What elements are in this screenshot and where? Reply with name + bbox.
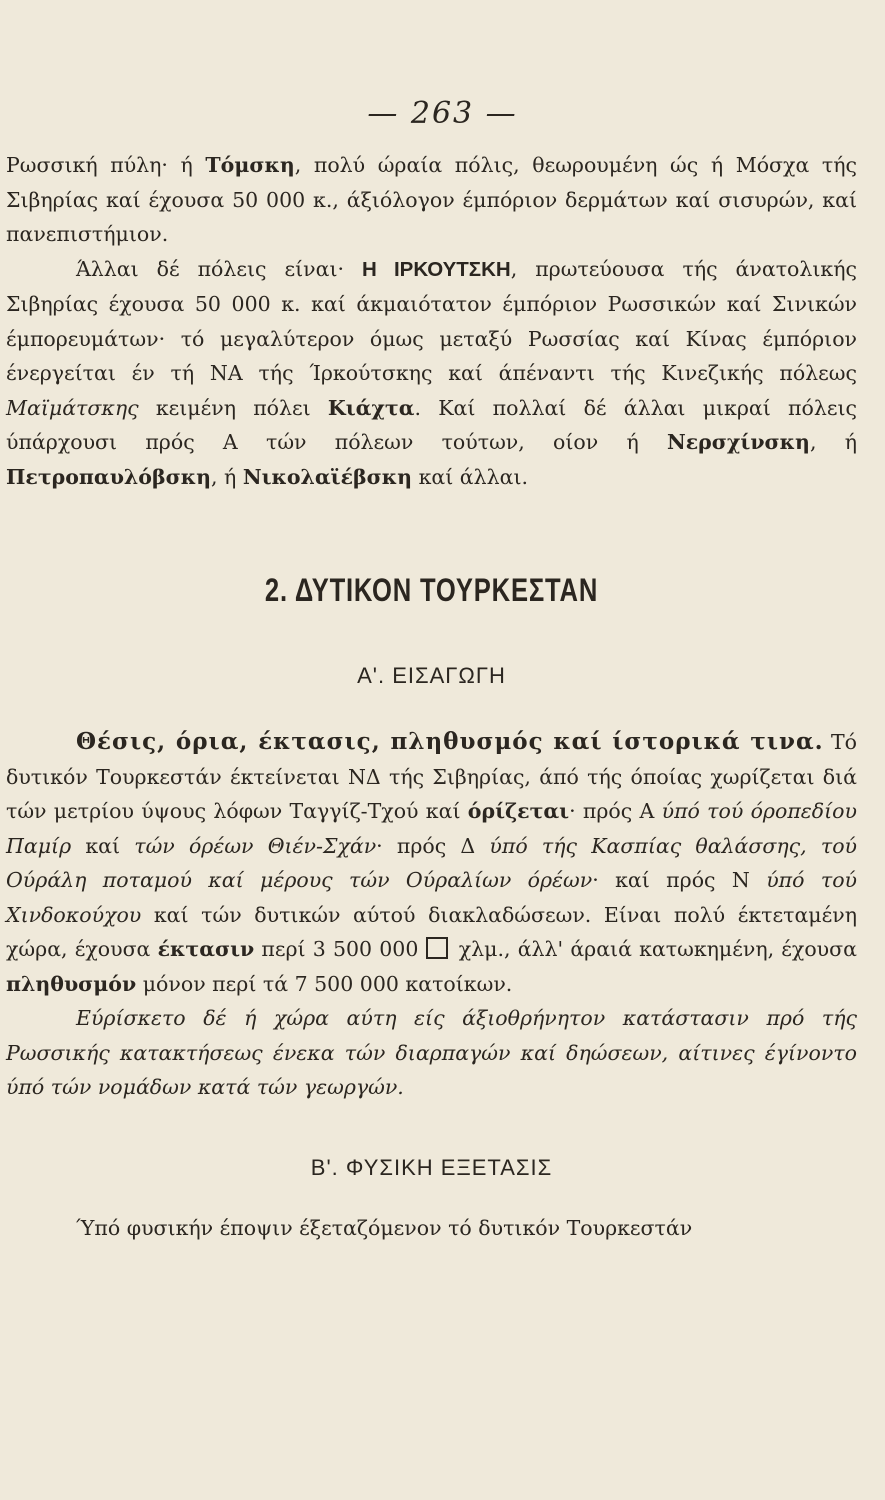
paragraph-tomsk: Ρωσσική πύλη· ή Τόμσκη, πολύ ώραία πόλις, θεωρουμένη ώς ή Μόσχα τής Σιβηρίας καί έχουσα 50 000 κ., άξιόλογον έμπόριον δερμάτων καί σισυρών, καί πανεπιστήμιον. [6, 153, 858, 246]
body-text-physical [6, 1211, 857, 1246]
place-kiachta: Κιάχτα [327, 395, 415, 420]
subsection-title-introduction: Α'. ΕΙΣΑΓΩΓΗ [357, 663, 506, 688]
paragraph-lead: Θέσις, όρια, έκτασις, πληθυσμός καί ίστορικά τινα. [76, 728, 824, 755]
body-text-turkestan [6, 725, 857, 1105]
subsection-title-physical: Β'. ΦΥΣΙΚΗ ΕΞΕΤΑΣΙΣ [310, 1154, 553, 1180]
square-km-box-icon [426, 937, 448, 959]
paragraph-physical: Ύπό φυσικήν έποψιν έξεταζόμενον τό δυτικόν Τουρκεστάν [76, 1215, 693, 1240]
place-nerchinsk: Νερσχίνσκη [666, 430, 810, 454]
place-petropavlovsk: Πετροπαυλόβσκη [6, 464, 211, 489]
paragraph-condition: Εύρίσκετο δέ ή χώρα αύτη είς άξιοθρήνητον κατάστασιν πρό τής Ρωσσικής κατακτήσεως ένεκα τών διαρπαγών καί δηώσεων, αίτινες έγίνοντο ύπό τών νομάδων κατά τών γεωργών. [6, 1006, 857, 1099]
paragraph-position: Θέσις, όρια, έκτασις, πληθυσμός καί ίστορικά τινα. Τό δυτικόν Τουρκεστάν έκτείνεται ΝΔ τής Σιβηρίας, άπό τής όποίας χωρίζεται διά τών μετρίου ύψους λόφων Ταγγίζ-Τχού καί όρίζεται· πρός Α ύπό τού όροπεδίου Παμίρ καί τών όρέων Θιέν-Σχάν· πρός Δ ύπό τής Κασπίας θαλάσσης, τού Ούράλη ποταμού καί μέρους τών Ούραλίων όρέων· καί πρός Ν ύπό τού Χινδοκούχου καί τών δυτικών αύτού διακλαδώσεων. Είναι πολύ έκτεταμένη χώρα, έχουσα έκτασιν περί 3 500 000 χλμ., άλλ' άραιά κατωκημένη, έχουσα πληθυσμόν μόνον περί τά 7 500 000 κατοίκων. [6, 728, 857, 996]
place-maimatsk: Μαϊμάτσκης [6, 395, 139, 420]
place-tomsk: Τόμσκη [205, 153, 295, 177]
paragraph-irkutsk: Άλλαι δέ πόλεις είναι· Η ΙΡΚΟΥΤΣΚΗ, πρωτεύουσα τής άνατολικής Σιβηρίας έχουσα 50 000 κ. καί άκμαιότατον έμπόριον Ρωσσικών καί Σινικών έμπορευμάτων· τό μεγαλύτερον όμως μεταξύ Ρωσσίας καί Κίνας έμπόριον ένεργείται έν τή ΝΑ τής Ίρκούτσκης καί άπέναντι τής Κινεζικής πόλεως Μαϊμάτσκης κειμένη πόλει Κιάχτα. Καί πολλαί δέ άλλαι μικραί πόλεις ύπάρχουσι πρός Α τών πόλεων τούτων, οίον ή Νερσχίνσκη, ή Πετροπαυλόβσκη, ή Νικολαϊέβσκη καί άλλαι. [6, 256, 858, 489]
section-title: 2. ΔΥΤΙΚΟΝ ΤΟΥΡΚΕΣΤΑΝ [264, 572, 599, 608]
place-nikolaievsk: Νικολαϊέβσκη [242, 464, 413, 489]
page-number: — 263 — [367, 96, 518, 131]
body-text [6, 148, 857, 494]
place-irkutsk: Η ΙΡΚΟΥΤΣΚΗ [362, 257, 511, 281]
